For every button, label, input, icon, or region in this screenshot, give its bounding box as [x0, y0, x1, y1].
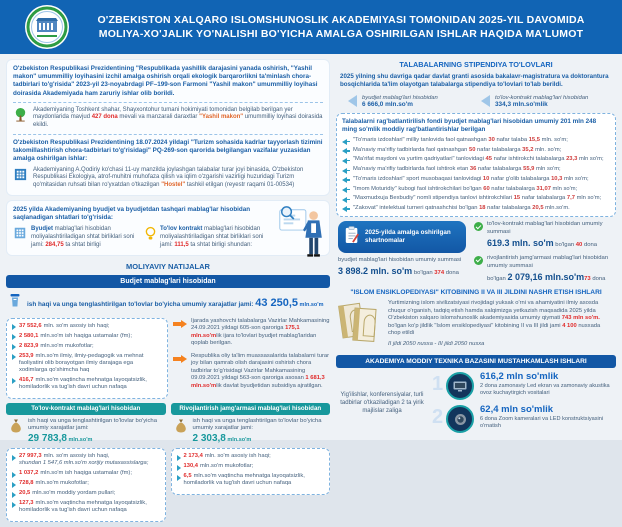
budget-building-icon: [13, 226, 27, 249]
source-arrow-icon: [348, 95, 357, 107]
list-item: 2 173,4 mln. so'm asosiy ish haqi;: [177, 453, 325, 461]
list-item: 20,5 mln.so'm moddiy yordam pullari;: [12, 490, 160, 498]
list-item: 2 823,9 mln.so'm mukofotlar;: [12, 343, 162, 351]
contract-check-item: to'lov-kontrakt mablag'lari hisobidan umumiy summasi 619.3 mln. so'm bo'lgan 40 dona: [474, 221, 614, 250]
contracts-left: [338, 221, 466, 284]
development-fund-bar: Rivojlantirish jamg'armasi mablag'lari hisobidan: [171, 403, 331, 415]
books-icon: [338, 300, 382, 351]
list-item: 130,4 mln.so'm mukofotlar;: [177, 463, 325, 471]
contracts-box: [338, 221, 466, 252]
right-column: [336, 59, 616, 522]
budget-funds-bar: Budjet mablag'lari hisobidan: [6, 275, 330, 288]
incentive-intro: Talabalarni rag'batlantirilish fondi byudjet mablag'lari hisobidan umumiy 201 mln 248 ming so'mlik moddiy rag'batlantirishlar berilgan: [342, 117, 597, 133]
list-arrow-icon: [342, 197, 350, 203]
green-item-text: Akademiyaning Toshkent shahar, Shayxontohur tumani hokimiyati tomonidan belgilab berilgan yer maydonlarida mavjud 427 dona mevali va manzarali daraxtlar "Yashil makon" umummilliy loyihasi doirasida ekildi.: [33, 106, 323, 129]
chevron-icon: [177, 465, 181, 471]
chevron-icon: [177, 475, 181, 481]
material-item-desc: 6 dona Zoom kameralari va LED konstruktsiyasini o'rnatish: [480, 415, 604, 429]
person-illustration: [278, 204, 326, 265]
contracts-budget-text: byudjet mablag'lari hisobidan umumiy summasi 3 898.2 mln. so'm bo'lgan 374 dona: [338, 256, 462, 276]
list-item: 2 580,1 mln.so'm ish haqiga ustamalar (fm);: [12, 333, 162, 341]
encyclopedia-text: Yurtimizning islom sivilizatsiyasi rivojidagi yuksak o'rni va ahamiyatini ilmiy asosda chuqur o'rganish, tadqiq etish hamda xalqimizga yetkazish maqsadida 2025 yilda O'zbekiston xalqaro islomshunoslik akademiyasida umumiy qiymati 743 mln so'm. bo'lgan ko'p jildlik "Islom ensiklopediyasi" kitobining II va III jildi jami 4 100 nusxada chop etildi: [388, 300, 601, 337]
check-icon: [474, 256, 483, 265]
encyclopedia-section: [336, 300, 616, 351]
list-arrow-icon: [342, 148, 350, 154]
contract-funds-column: [6, 403, 166, 522]
budget-detail-split: [6, 318, 330, 399]
content: [0, 54, 622, 527]
note-item: Ijarada yashovchi talabalarga Vazirlar Mahkamasining 24.09.2021 yildagi 605-son qaroriga 175,1 mln.so'mlik ijara to'lovlari byudjet mablag'laridan qoplab berilgan.: [173, 318, 330, 348]
material-base-bar: AKADEMIYA MODDIY TEXNIKA BAZASINI MUSTAHKAMLASH ISHLARI: [336, 355, 616, 368]
list-item: 728,8 mln.so'm mukofotlar;: [12, 480, 160, 488]
budget-total-text: ish haqi va unga tenglashtirilgan to'lovlar bo'yicha umumiy xarajatlar jami: 43 250,5 mln.so'm: [27, 296, 324, 309]
left-column: [6, 59, 330, 522]
material-intro: Yig'ilishlar, konferensiyalar, turli tadbirlar o'tkaziladigan 2 ta yirik majlislar zaliga: [340, 391, 424, 414]
staff-card: [6, 200, 330, 256]
orange-arrow-icon: [173, 355, 187, 363]
academy-logo-icon: [24, 4, 70, 50]
staff-title: 2025 yilda Akademiyaning byudjet va byudjetdan tashqari mablag'lar hisobidan saqlanadigan shtatlari to'g'risida:: [13, 205, 251, 222]
list-item: Ma'naviy ma'rifiy tadbirlarda faol ishtirok etan 36 nafar talabalarga 55,9 mln so'm;: [342, 166, 610, 174]
source-arrow-icon: [481, 95, 490, 107]
orange-arrow-icon: [173, 320, 187, 328]
check-icon: [474, 222, 483, 231]
material-base-section: [336, 372, 616, 433]
list-item: "Zakovat" intelektual turneri qatnashchisi bo'lgan 18 nafar talabalarga 20,5 mln.so'm.: [342, 205, 610, 213]
divider: [13, 102, 323, 103]
hostel-icon: [13, 167, 28, 187]
contracts-section: [336, 221, 616, 284]
bottom-funds-columns: [6, 403, 330, 522]
list-arrow-icon: [342, 168, 350, 174]
clipboard-icon: [344, 226, 360, 247]
contract-total-row: ish haqi va unga tenglashtirilgan to'lovlar bo'yicha umumiy xarajatlar jami: 29 783,8 mln.so'm: [6, 418, 166, 445]
chevron-icon: [12, 502, 16, 508]
decrees-card: [6, 59, 330, 196]
item-number: 2: [432, 406, 444, 429]
contract-items-box: [6, 448, 166, 522]
list-item: 37 552,6 mln. so'm asosiy ish haqi;: [12, 323, 162, 331]
stipend-source-budget: byudjet mablag'lari hisobidan 6 666,0 mln.so'm: [348, 95, 471, 108]
chevron-icon: [12, 455, 16, 461]
incentive-box: [336, 113, 616, 218]
budget-total-row: [6, 292, 330, 314]
contract-funds-bar: To'lov-kontrakt mablag'lari hisobidan: [6, 403, 166, 415]
fund-items-box: [171, 448, 331, 495]
list-item: 253,9 mln.so'm ilmiy, ilmiy-pedagogik va mehnat faoliyatini olib borayotgan ilmiy darajaga ega xodimlarga qo'shimcha haq: [12, 353, 162, 375]
tribune-icon: [8, 294, 22, 312]
chevron-icon: [12, 472, 16, 478]
hostel-item: [13, 167, 323, 190]
chevron-icon: [12, 334, 16, 340]
list-item: "To'maris izdoshlari" sport musobaqasi tanlovidagi 10 nafar g'olib talabalarga 10,3 mln so'm;: [342, 176, 610, 184]
page-subtitle: MOLIYA-XO'JALIK YO'NALISHI BO'YICHA AMALGA OSHIRILGAN ISHLAR HAQIDA MA'LUMOT: [98, 28, 584, 40]
chevron-icon: [12, 482, 16, 488]
staff-contract-item: [145, 226, 271, 249]
list-item: "To'maris izdoshlari" milliy tanlovida faol qatnashgan 30 nafar talaba 15,5 mln. so'm;: [342, 137, 610, 145]
stipend-intro: 2025 yilning shu davriga qadar davlat granti asosida bakalavr-magistratura va doktorantura bosqichlarida ta'lim olayotgan talabalarga stipendiya to'lovlari to'lab berildi.: [340, 73, 609, 89]
staff-row: [13, 226, 323, 249]
list-arrow-icon: [342, 206, 350, 212]
list-item: 127,3 mln.so'm vaqtincha mehnatga layoqatsizlik, homiladorlik va tug'ish davri uchun nafaqa: [12, 500, 160, 514]
green-item: [13, 107, 323, 130]
tourism-decree-text: O'zbekiston Respublikasi Prezidentining 18.07.2024 yildagi "Turizm sohasida kadrlar tayyorlash tizimini takomillashtirish chora-tadbirlari to'g'risidagi" PQ-269-son qarorida belgilangan vazifalar yuzasidan amalga oshirilgan ishlar:: [13, 139, 323, 163]
encyclopedia-heading: "ISLOM ENSIKLOPEDIYASI" KITOBINING II VA III JILDINI NASHR ETISH ISHLARI: [350, 289, 602, 297]
budget-notes: [173, 318, 330, 391]
encyclopedia-note: II jildi 2050 nusxa - III jildi 2050 nusxa: [388, 340, 485, 347]
development-fund-column: [171, 403, 331, 522]
contracts-box-label: 2025-yilda amalga oshirilgan shartnomalar: [365, 228, 451, 244]
note-item: Respublika oliy ta'lim muassasalarida talabalarni turar joy bilan qamrab olish darajasini oshirish chora tadbirlar to'g'risidagi Vazirlar Mahkamasining 09.09.2021 yildagi 563-son qaroriga asosan 1 681,3 mln.so'mlik davlat byudjetidan subsidiya ajratilgan.: [173, 353, 330, 391]
tree-icon: [13, 107, 28, 127]
fund-total-row: ish haqi va unga tenglashtirilgan to'lovlar bo'yicha umumiy xarajatlar jami: 2 303,8 mln.so'm: [171, 418, 331, 445]
contracts-right: [474, 221, 614, 284]
material-item-desc: 2 dona zamonaviy Led ekran va zamonaviy akustika ovoz kuchaytirgich vositalari: [480, 382, 610, 396]
green-decree-text: O'zbekiston Respublikasi Prezidentining "Respublikada yashillik darajasini yanada oshirish, "Yashil makon" umummilliy loyihasini izchil amalga oshirish orqali ekologik barqarorlikni ta'minlash chora-tadbirlari to'g'risida" 2023-yil 23-noyabrdagi PF–199-son Farmoni "Yashil makon" umummilliy loyihasi doirasida Akademiyada ham zaruriy ishlar olib borildi.: [13, 65, 318, 97]
chevron-icon: [177, 455, 181, 461]
hostel-item-text: Akademiyaning A.Qodiriy ko'chasi 11-uy manzilda joylashgan talabalar turar joyi binasida, O'zbekiston Respublikasi Ekologiya, atrof-muhitni muhofaza qilish va iqlim o'zgarishi vazirligi huzuridagi Turizm qo'mitasidan ruhsati bilan ro'yxatdan o'tkazilgan "Hostel" tashkil etilgan (reyestr raqami 01-00534): [33, 166, 304, 189]
list-item: "Imom Moturidiy" kubogi faol ishtirokchilari bo'lgan 60 nafar talabalarga 31,07 mln so'm;: [342, 186, 610, 194]
material-item-amount: 616,2 mln so'mlik: [480, 371, 559, 383]
list-item: 6,5 mln.so'm vaqtincha mehnatga layoqatsizlik, homiladorlik va tug'ish davri uchun nafaqa: [177, 473, 325, 487]
material-item: [432, 405, 614, 433]
material-item-amount: 62,4 mln so'mlik: [480, 404, 554, 416]
camera-icon: [446, 405, 474, 433]
list-arrow-icon: [342, 177, 350, 183]
page-title-block: [70, 13, 612, 41]
chevron-icon: [12, 354, 16, 360]
list-item: "Maxmudxuja Bexbudiy" nomli stipendiya tanlovi ishtirokchilari 15 nafar talabalarga 7,7 mln so'm;: [342, 195, 610, 203]
staff-budget-text: Byudjet mablag'lari hisobidan moliyalashtiriladigan shtat birliklari soni jami: 284,75 ta shtat birligi: [31, 226, 135, 248]
list-item: "Ma'rifat maydoni va yurtim qadriyatlari" tanlovidagi 45 nafar ishtirokchi talabalarga 23,3 mln so'm;: [342, 156, 610, 164]
list-arrow-icon: [342, 158, 350, 164]
list-arrow-icon: [342, 139, 350, 145]
chevron-icon: [12, 344, 16, 350]
stipend-sources: [336, 94, 616, 109]
list-item: 27 997,3 mln. so'm asosiy ish haqi, shundan 1 547,6 mln.so'm xorijiy mutaxassislarga;: [12, 453, 160, 467]
chevron-icon: [12, 324, 16, 330]
header: [0, 0, 622, 54]
list-arrow-icon: [342, 187, 350, 193]
stipend-heading: TALABALARNING STIPENDIYA TO'LOVLARI: [399, 60, 553, 69]
item-number: 1: [432, 373, 444, 396]
fund-check-item: rivojlantirish jamg'armasi mablag'lari hisobidan umumiy summasi bo'lgan 2 079,16 mln.so'm73 dona: [474, 255, 614, 284]
page-title: O'ZBEKISTON XALQARO ISLOMSHUNOSLIK AKADEMIYASI TOMONIDAN 2025-YIL DAVOMIDA: [97, 13, 585, 26]
led-screen-icon: [446, 372, 474, 400]
stipend-source-contract: to'lov-kontrakt mablag'lari hisobidan 334,3 mln.so'mlik: [481, 95, 604, 108]
bulb-icon: [145, 226, 156, 249]
financial-results-heading: MOLIYAVIY NATIJALAR: [126, 261, 210, 271]
list-item: 1 037,2 mln.so'm ish haqiga ustamalar (fm);: [12, 470, 160, 478]
list-item: Ma'naviy ma'rifiy tadbirlarda faol qatnashgan 50 nafar talabalarga 35,2 mln. so'm;: [342, 147, 610, 155]
material-item: [432, 372, 614, 400]
staff-contract-text: To'lov kontrakt mablag'lari hisobidan moliyalashtiriladigan shtat birliklari soni jami: 111,5 ta shtat birligi shundan:: [160, 226, 264, 248]
chevron-icon: [12, 378, 16, 384]
chevron-icon: [12, 492, 16, 498]
budget-items-box: [6, 318, 168, 399]
staff-budget-item: [13, 226, 139, 249]
money-bag-icon: [8, 418, 24, 439]
divider: [13, 134, 323, 135]
list-item: 416,7 mln.so'm vaqtincha mehnatga layoqatsizlik, homiladorlik va tug'ish davri uchun nafaqa: [12, 377, 162, 391]
money-bag-icon: [173, 418, 189, 439]
